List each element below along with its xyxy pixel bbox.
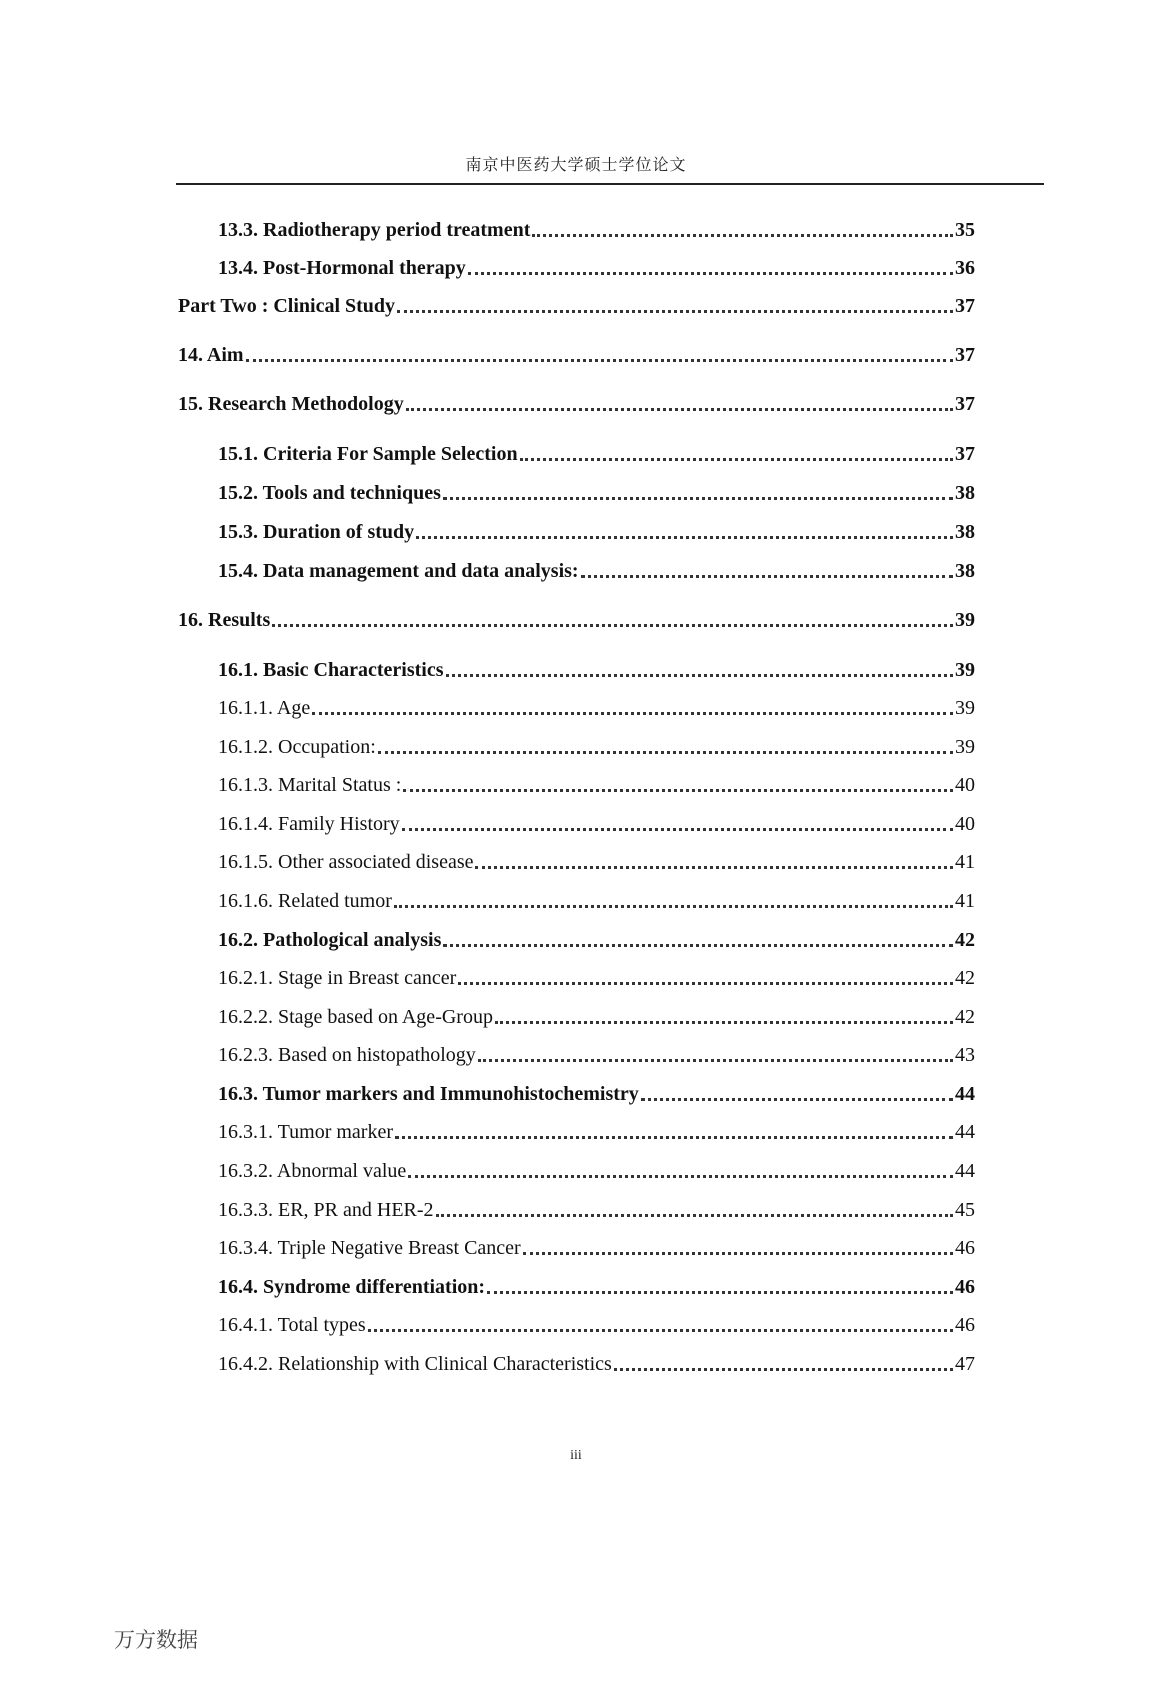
toc-entry-page: 38 (955, 521, 975, 543)
toc-entry-label: 15. Research Methodology (178, 393, 404, 415)
toc-leader-dots (641, 1098, 953, 1101)
toc-entry[interactable] (218, 847, 975, 877)
toc-leader-dots (581, 575, 953, 578)
toc-entry-label: 15.4. Data management and data analysis: (218, 560, 579, 582)
toc-entry-label: 16.2.2. Stage based on Age-Group (218, 1006, 493, 1028)
toc-entry-label: 14. Aim (178, 344, 244, 366)
toc-entry[interactable] (218, 655, 975, 685)
toc-entry-page: 41 (955, 890, 975, 912)
toc-entry[interactable] (218, 925, 975, 955)
toc-leader-dots (487, 1291, 953, 1294)
toc-entry-label: 16.4.1. Total types (218, 1314, 366, 1336)
toc-entry-page: 36 (955, 257, 975, 279)
toc-entry[interactable] (218, 770, 975, 800)
toc-entry[interactable] (218, 963, 975, 993)
toc-leader-dots (394, 905, 953, 908)
toc-leader-dots (246, 359, 953, 362)
toc-leader-dots (446, 674, 953, 677)
toc-leader-dots (458, 982, 953, 985)
toc-entry-label: 16.1. Basic Characteristics (218, 659, 444, 681)
toc-entry-label: 16.1.2. Occupation: (218, 736, 376, 758)
toc-leader-dots (532, 234, 953, 237)
toc-entry-page: 37 (955, 393, 975, 415)
toc-leader-dots (416, 536, 953, 539)
toc-leader-dots (312, 712, 953, 715)
toc-entry-label: 16.3. Tumor markers and Immunohistochemistry (218, 1083, 639, 1105)
toc-entry-page: 47 (955, 1353, 975, 1375)
toc-leader-dots (443, 944, 953, 947)
toc-entry-label: 16.3.4. Triple Negative Breast Cancer (218, 1237, 521, 1259)
toc-entry-label: 16.2.1. Stage in Breast cancer (218, 967, 457, 989)
toc-entry-page: 43 (955, 1044, 975, 1066)
toc-entry[interactable] (218, 693, 975, 723)
toc-entry-label: 16.4.2. Relationship with Clinical Characteristics (218, 1353, 612, 1375)
toc-entry[interactable] (218, 1349, 975, 1379)
toc-entry-label: 15.1. Criteria For Sample Selection (218, 443, 518, 465)
toc-entry[interactable] (178, 389, 975, 419)
toc-entry-page: 46 (955, 1276, 975, 1298)
toc-entry[interactable] (178, 291, 975, 321)
toc-entry[interactable] (218, 809, 975, 839)
toc-entry[interactable] (178, 605, 975, 635)
toc-entry-page: 40 (955, 813, 975, 835)
toc-entry[interactable] (218, 1156, 975, 1186)
toc-leader-dots (495, 1021, 953, 1024)
toc-leader-dots (395, 1136, 953, 1139)
toc-entry-label: 16.1.3. Marital Status : (218, 774, 402, 796)
toc-entry[interactable] (178, 340, 975, 370)
toc-entry-page: 44 (955, 1160, 975, 1182)
toc-leader-dots (468, 272, 953, 275)
toc-entry-page: 39 (955, 609, 975, 631)
toc-leader-dots (402, 828, 953, 831)
toc-entry[interactable] (218, 215, 975, 245)
toc-entry-label: 16.3.2. Abnormal value (218, 1160, 407, 1182)
toc-entry-label: 13.4. Post-Hormonal therapy (218, 257, 466, 279)
toc-leader-dots (523, 1252, 953, 1255)
toc-entry-page: 44 (955, 1083, 975, 1105)
toc-entry[interactable] (218, 1272, 975, 1302)
toc-entry[interactable] (218, 1310, 975, 1340)
toc-entry[interactable] (218, 439, 975, 469)
toc-entry[interactable] (218, 1233, 975, 1263)
toc-leader-dots (368, 1329, 953, 1332)
toc-entry[interactable] (218, 1040, 975, 1070)
toc-entry[interactable] (218, 1002, 975, 1032)
header-rule (176, 183, 1044, 185)
toc-entry-label: 16.4. Syndrome differentiation: (218, 1276, 486, 1298)
toc-leader-dots (478, 1059, 953, 1062)
toc-entry[interactable] (218, 1195, 975, 1225)
toc-entry[interactable] (218, 886, 975, 916)
toc-entry-label: 16.1.6. Related tumor (218, 890, 392, 912)
page-header-title: 南京中医药大学硕士学位论文 (465, 155, 687, 174)
toc-leader-dots (475, 866, 953, 869)
toc-entry-page: 41 (955, 851, 975, 873)
toc-entry-page: 39 (955, 659, 975, 681)
toc-entry-page: 40 (955, 774, 975, 796)
toc-leader-dots (408, 1175, 953, 1178)
toc-leader-dots (403, 789, 953, 792)
toc-entry-page: 42 (955, 967, 975, 989)
toc-entry-label: 16.3.3. ER, PR and HER-2 (218, 1199, 434, 1221)
toc-entry-page: 38 (955, 482, 975, 504)
toc-entry-page: 39 (955, 736, 975, 758)
toc-entry-label: 15.3. Duration of study (218, 521, 415, 543)
toc-leader-dots (272, 624, 953, 627)
toc-entry-page: 45 (955, 1199, 975, 1221)
toc-entry[interactable] (218, 732, 975, 762)
toc-entry[interactable] (218, 556, 975, 586)
toc-entry-page: 35 (955, 219, 975, 241)
toc-leader-dots (520, 458, 953, 461)
page-number: iii (570, 1448, 582, 1463)
toc-entry[interactable] (218, 517, 975, 547)
toc-entry-page: 46 (955, 1314, 975, 1336)
toc-leader-dots (378, 751, 953, 754)
toc-entry-label: 16.1.1. Age (218, 697, 311, 719)
toc-entry-label: Part Two : Clinical Study (178, 295, 396, 317)
toc-entry-page: 42 (955, 929, 975, 951)
toc-entry-label: 16.3.1. Tumor marker (218, 1121, 393, 1143)
toc-leader-dots (406, 408, 953, 411)
toc-entry-page: 38 (955, 560, 975, 582)
toc-entry-page: 42 (955, 1006, 975, 1028)
toc-entry[interactable] (218, 253, 975, 283)
toc-entry-page: 37 (955, 295, 975, 317)
toc-entry-label: 16.1.4. Family History (218, 813, 400, 835)
toc-leader-dots (614, 1368, 953, 1371)
toc-entry-label: 16.2. Pathological analysis (218, 929, 442, 951)
toc-entry-label: 13.3. Radiotherapy period treatment (218, 219, 531, 241)
toc-entry-page: 44 (955, 1121, 975, 1143)
toc-leader-dots (436, 1214, 953, 1217)
toc-entry-page: 39 (955, 697, 975, 719)
toc-entry[interactable] (218, 1079, 975, 1109)
toc-entry-page: 46 (955, 1237, 975, 1259)
toc-entry[interactable] (218, 1117, 975, 1147)
toc-leader-dots (397, 310, 953, 313)
toc-leader-dots (443, 497, 953, 500)
toc-entry-label: 16.1.5. Other associated disease (218, 851, 474, 873)
toc-entry-label: 16.2.3. Based on histopathology (218, 1044, 476, 1066)
toc-entry-page: 37 (955, 443, 975, 465)
toc-entry[interactable] (218, 478, 975, 508)
toc-entry-label: 15.2. Tools and techniques (218, 482, 441, 504)
toc-entry-label: 16. Results (178, 609, 271, 631)
watermark: 万方数据 (114, 1628, 198, 1652)
toc-entry-page: 37 (955, 344, 975, 366)
